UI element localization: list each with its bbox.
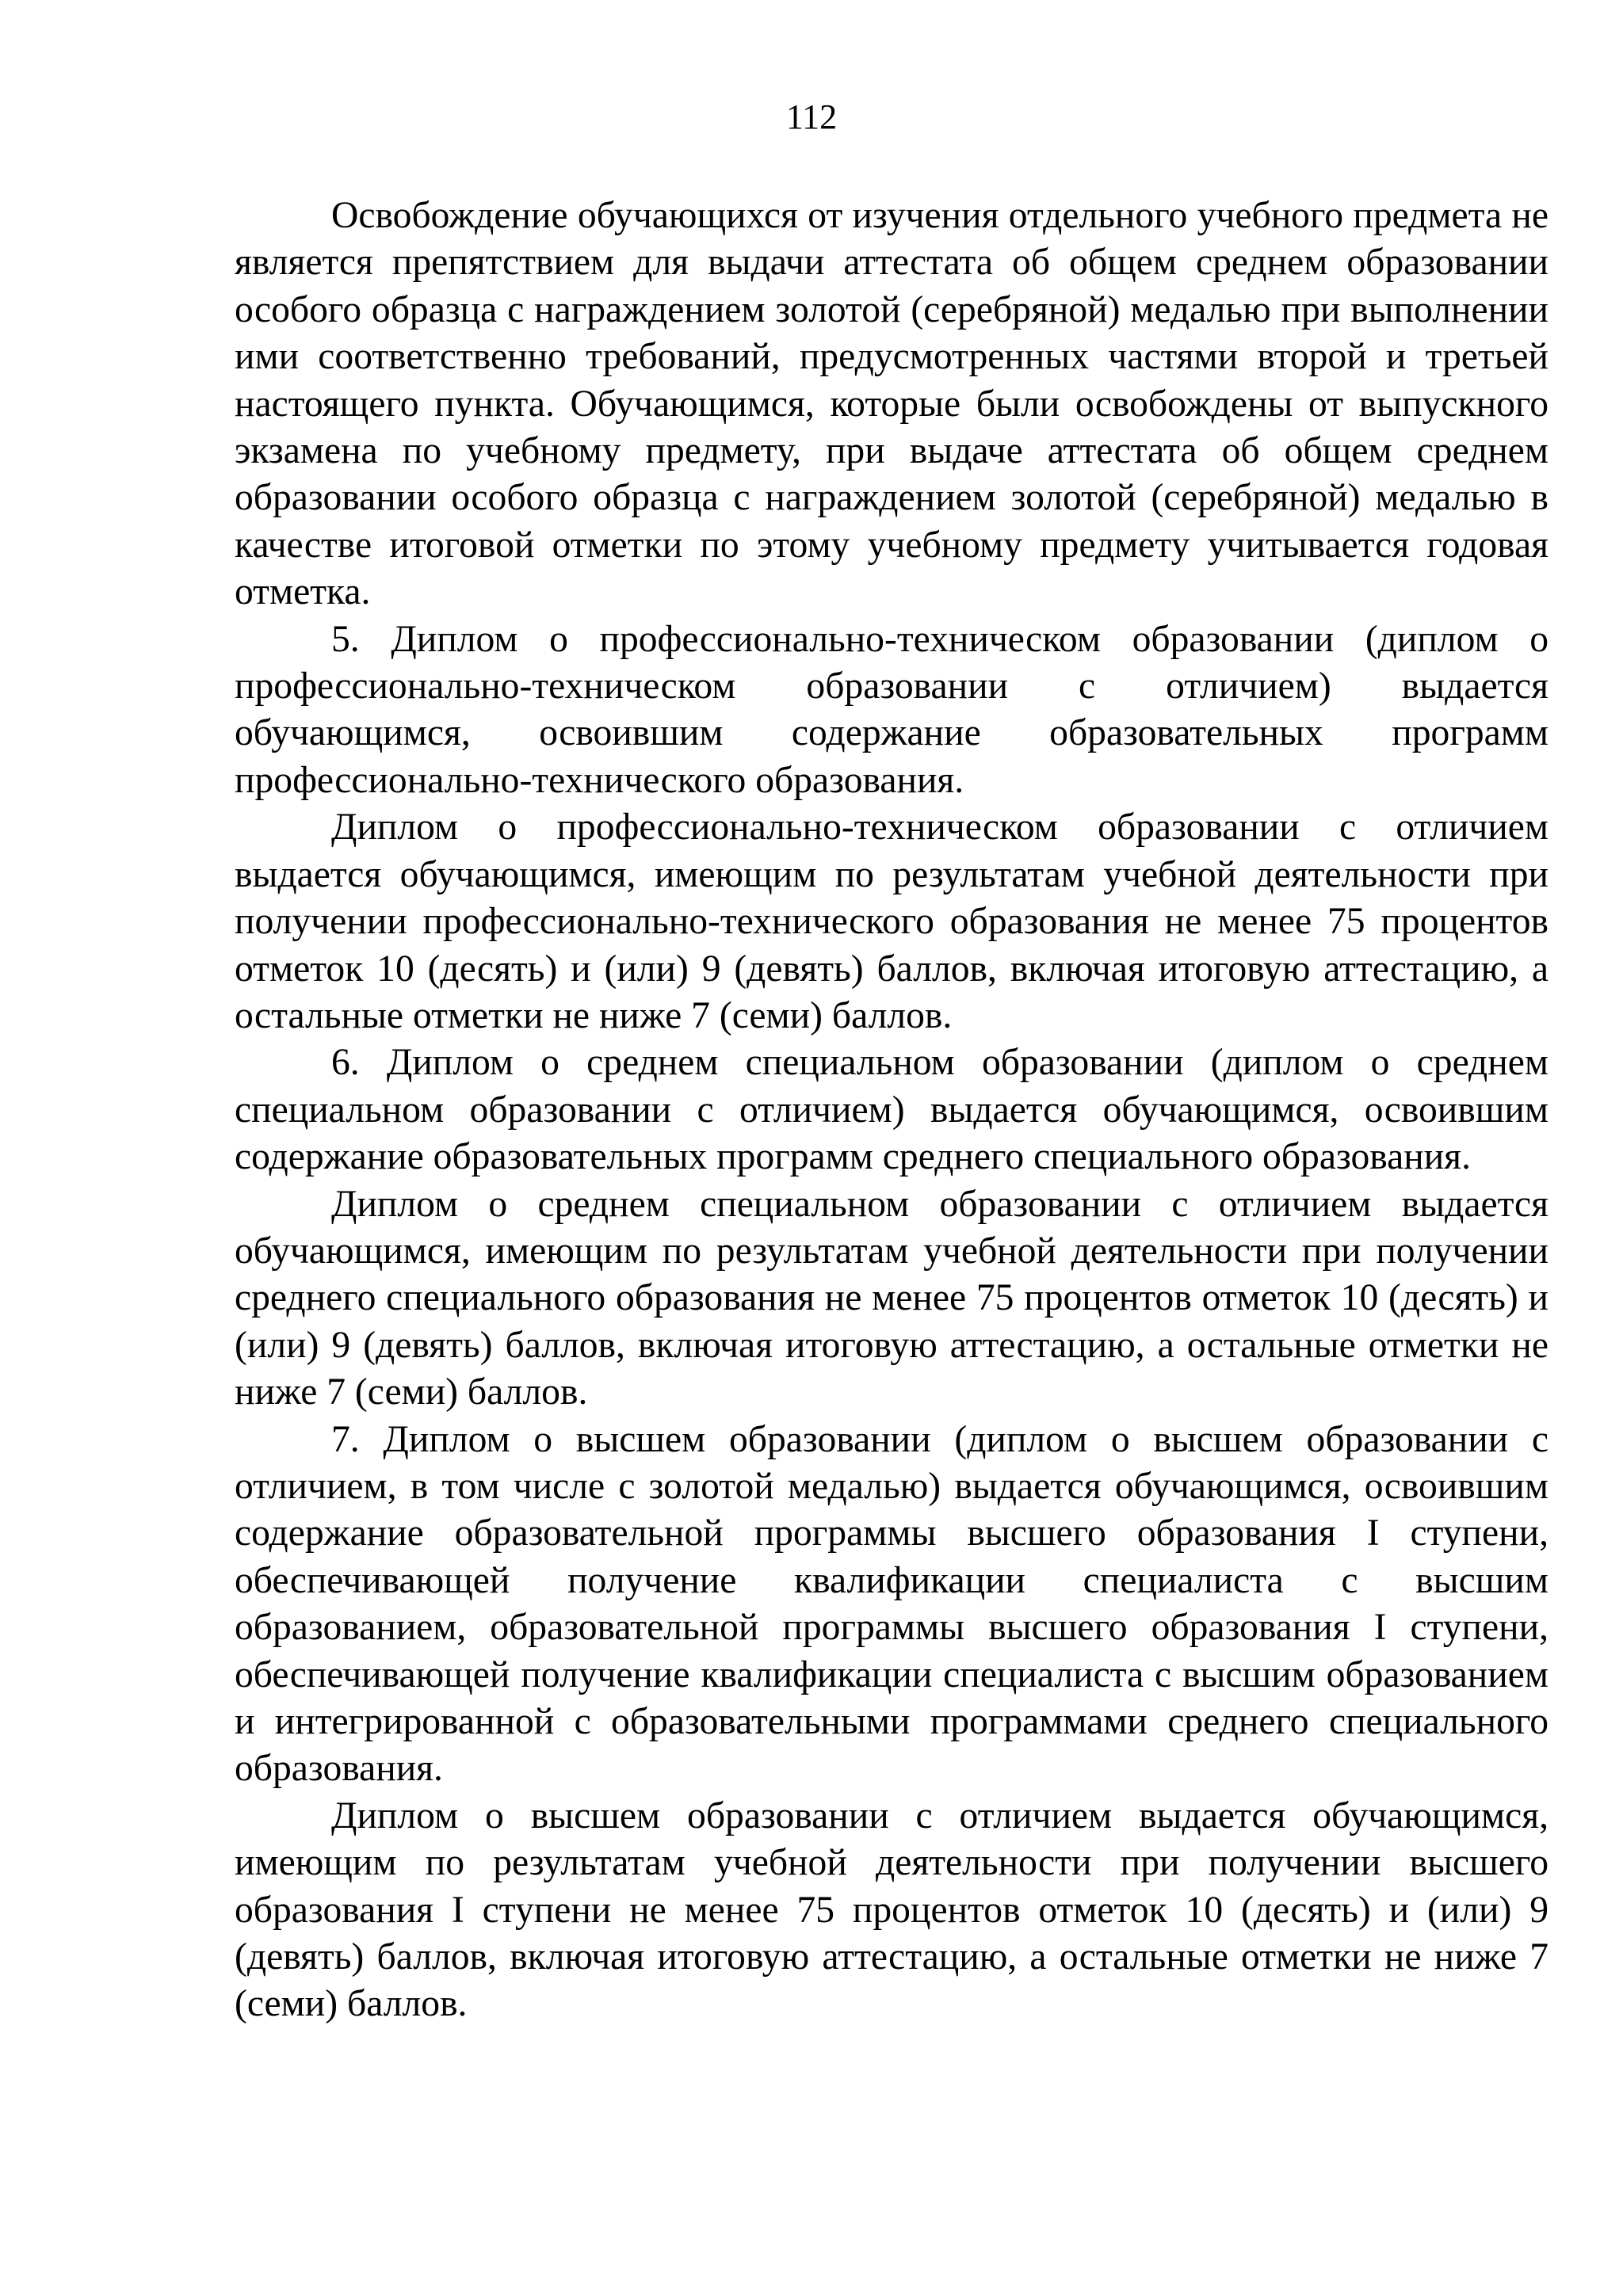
paragraph-item-5-vocational-diploma: 5. Диплом о профессионально-техническом образовании (диплом о профессионально-техническом образовании с отличием) выдается обучающимся, освоившим содержание образовательных программ профессионально-технического образования. xyxy=(235,618,1549,801)
paragraph-secondary-special-diploma-honors: Диплом о среднем специальном образовании с отличием выдается обучающимся, имеющим по результатам учебной деятельности при получении среднего специального образования не менее 75 процентов отметок 10 (десять) и (или) 9 (девять) баллов, включая итоговую аттестацию, а остальные отметки не ниже 7 (семи) баллов. xyxy=(235,1183,1549,1413)
document-body xyxy=(235,193,1549,2028)
paragraph-higher-education-diploma-honors: Диплом о высшем образовании с отличием выдается обучающимся, имеющим по результатам учебной деятельности при получении высшего образования I ступени не менее 75 процентов отметок 10 (десять) и (или) 9 (девять) баллов, включая итоговую аттестацию, а остальные отметки не ниже 7 (семи) баллов. xyxy=(235,1794,1549,2025)
paragraph-medal-exemption: Освобождение обучающихся от изучения отдельного учебного предмета не является препятствием для выдачи аттестата об общем среднем образовании особого образца с награждением золотой (серебряной) медалью при выполнении ими соответственно требований, предусмотренных частями второй и третьей настоящего пункта. Обучающимся, которые были освобождены от выпускного экзамена по учебному предмету, при выдаче аттестата об общем среднем образовании особого образца с награждением золотой (серебряной) медалью в качестве итоговой отметки по этому учебному предмету учитывается годовая отметка. xyxy=(235,195,1549,613)
page-number: 112 xyxy=(785,97,838,136)
paragraph-item-7-higher-education-diploma: 7. Диплом о высшем образовании (диплом о высшем образовании с отличием, в том числе с золотой медалью) выдается обучающимся, освоившим содержание образовательной программы высшего образования I ступени, обеспечивающей получение квалификации специалиста с высшим образованием, образовательной программы высшего образования I ступени, обеспечивающей получение квалификации специалиста с высшим образованием и интегрированной с образовательными программами среднего специального образования. xyxy=(235,1418,1549,1790)
paragraph-vocational-diploma-honors: Диплом о профессионально-техническом образовании с отличием выдается обучающимся, имеющим по результатам учебной деятельности при получении профессионально-технического образования не менее 75 процентов отметок 10 (десять) и (или) 9 (девять) баллов, включая итоговую аттестацию, а остальные отметки не ниже 7 (семи) баллов. xyxy=(235,807,1549,1036)
paragraph-item-6-secondary-special-diploma: 6. Диплом о среднем специальном образовании (диплом о среднем специальном образовании с отличием) выдается обучающимся, освоившим содержание образовательных программ среднего специального образования. xyxy=(235,1042,1549,1178)
